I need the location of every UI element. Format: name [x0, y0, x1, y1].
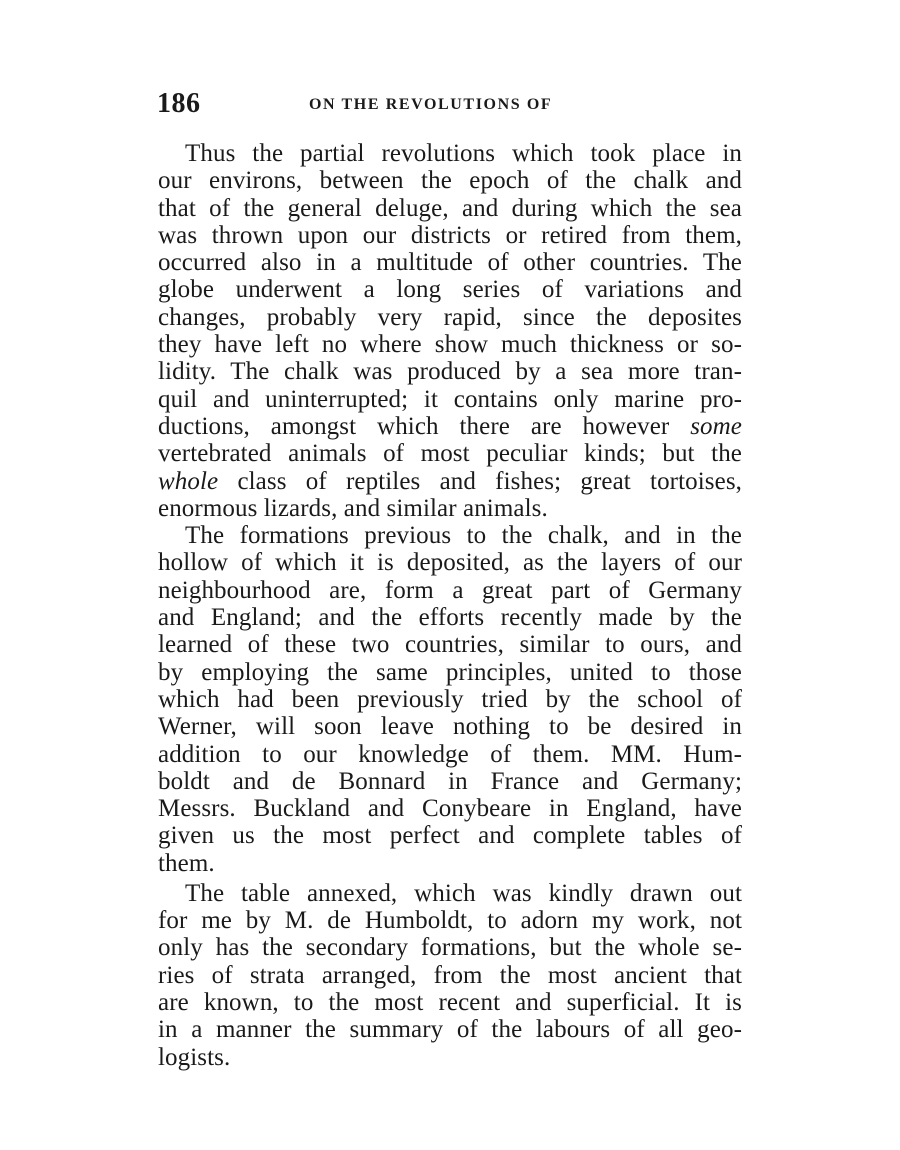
text-line: changes, probably very rapid, since the deposites: [158, 303, 742, 331]
body-text: [158, 140, 742, 1071]
text-line: and England; and the efforts recently made by the: [158, 604, 742, 632]
text-line: in a manner the summary of the labours of all geo-: [158, 1016, 742, 1044]
text-line: them.: [158, 849, 215, 877]
text-line: that of the general deluge, and during which the sea: [158, 194, 742, 222]
paragraph: [158, 140, 742, 522]
paragraph: [158, 880, 742, 1071]
text-line: logists.: [158, 1043, 231, 1071]
text-line: our environs, between the epoch of the chalk and: [158, 167, 742, 195]
text-line: globe underwent a long series of variations and: [158, 276, 742, 304]
page-number: 186: [157, 88, 201, 119]
text-line: was thrown upon our districts or retired from them,: [158, 221, 742, 249]
text-line: [158, 413, 742, 440]
text-line: hollow of which it is deposited, as the layers of our: [158, 549, 742, 577]
text-run: ductions, amongst which there are however: [158, 412, 670, 440]
text-line: Messrs. Buckland and Conybeare in England, have: [158, 795, 742, 823]
text-line: are known, to the most recent and superficial. It is: [158, 988, 742, 1016]
text-line: The table annexed, which was kindly drawn out: [185, 879, 742, 907]
text-line: addition to our knowledge of them. MM. Hum-: [158, 740, 742, 768]
text-line: The formations previous to the chalk, and in the: [185, 522, 742, 550]
text-line: enormous lizards, and similar animals.: [158, 494, 548, 522]
text-line: lidity. The chalk was produced by a sea more tran-: [158, 358, 742, 386]
text-line: boldt and de Bonnard in France and Germany;: [158, 767, 742, 795]
text-line: occurred also in a multitude of other countries. The: [158, 249, 742, 277]
running-header: [157, 88, 743, 118]
text-line: Werner, will soon leave nothing to be desired in: [158, 713, 742, 741]
text-line: they have left no where show much thickness or so-: [158, 331, 742, 359]
text-line: vertebrated animals of most peculiar kinds; but the: [158, 440, 742, 468]
text-line: ries of strata arranged, from the most ancient that: [158, 961, 742, 989]
text-line: which had been previously tried by the school of: [158, 685, 742, 713]
text-line: quil and uninterrupted; it contains only marine pro-: [158, 385, 742, 413]
text-run: class of reptiles and fishes; great tortoises,: [237, 467, 742, 495]
text-line: only has the secondary formations, but the whole se-: [158, 934, 742, 962]
text-line: learned of these two countries, similar to ours, and: [158, 631, 742, 659]
text-line: Thus the partial revolutions which took place in: [185, 140, 742, 167]
paragraph: [158, 522, 742, 877]
text-line: [158, 468, 742, 495]
text-line: by employing the same principles, united to those: [158, 658, 742, 686]
italic-word: some: [690, 412, 742, 440]
text-line: neighbourhood are, form a great part of Germany: [158, 576, 742, 604]
text-line: given us the most perfect and complete tables of: [158, 822, 742, 850]
text-line: for me by M. de Humboldt, to adorn my work, not: [158, 907, 742, 935]
running-title: ON THE REVOLUTIONS OF: [309, 96, 553, 113]
italic-word: whole: [158, 467, 219, 495]
